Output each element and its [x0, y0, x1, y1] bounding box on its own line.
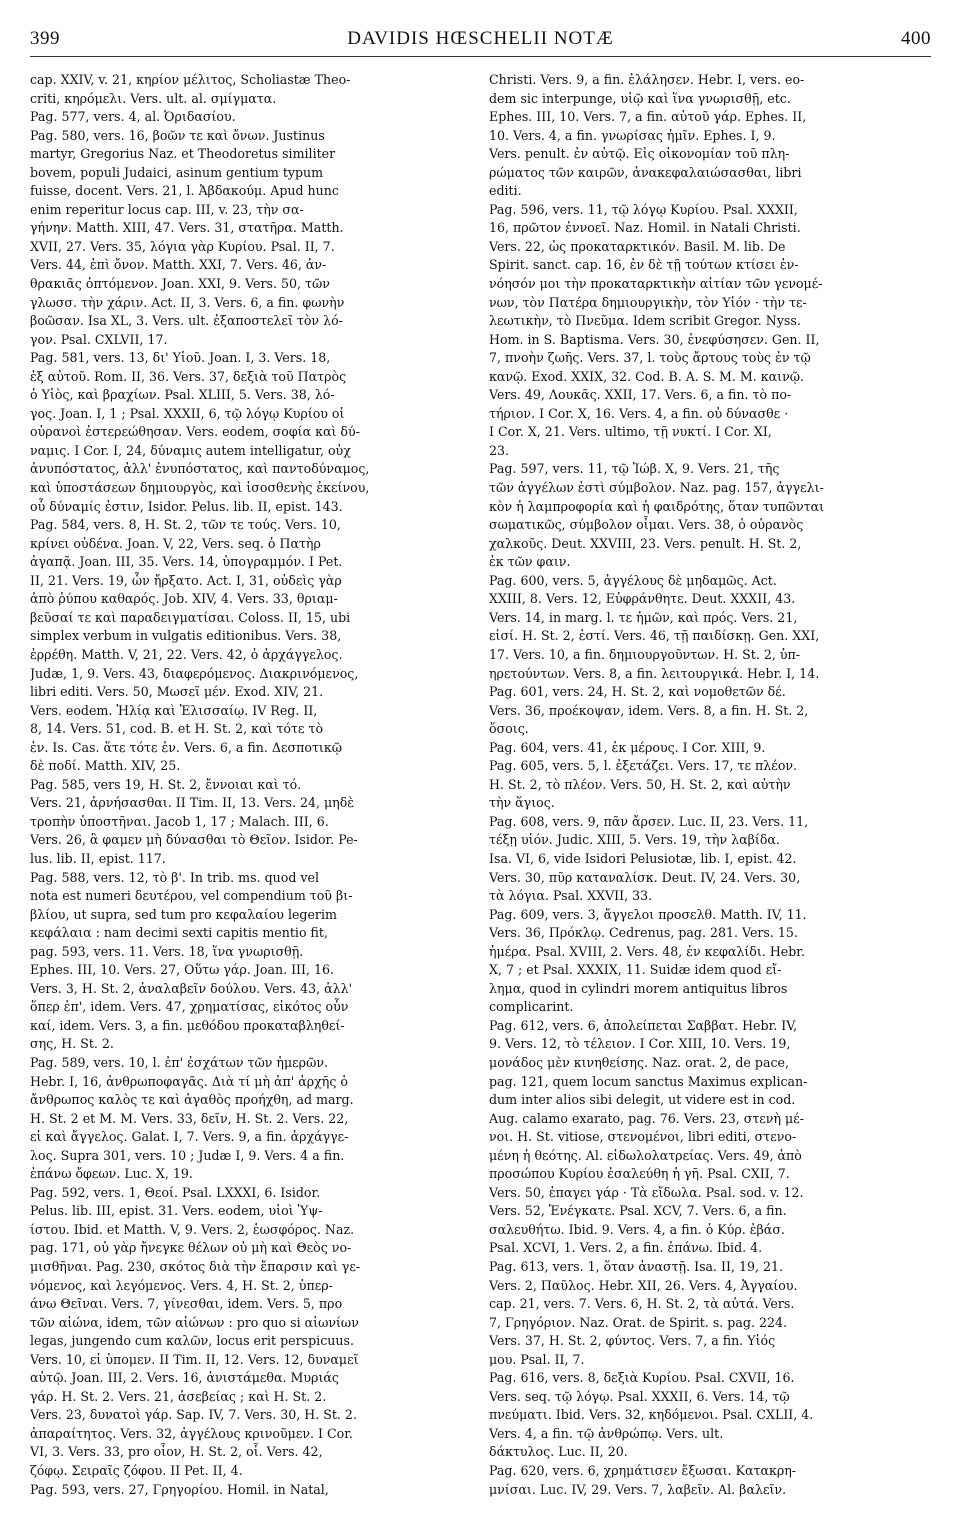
right-column-line: Pag. 596, vers. 11, τῷ λόγῳ Κυρίου. Psal. XXXII, [489, 201, 798, 217]
left-column-line: βεῦσαί τε καὶ παραδειγματίσαι. Coloss. II, 15, ubi [30, 609, 351, 625]
left-column-line: ἀνυπόστατος, ἀλλ' ἐνυπόστατος, καὶ παντοδύναμος, [30, 461, 370, 477]
right-column-line: προσώπου Κυρίου ἐσαλεύθη ἡ γῆ. Psal. CXII, 7. [489, 1166, 790, 1182]
running-header [30, 28, 931, 57]
left-column-line: simplex verbum in vulgatis editionibus. Vers. 38, [30, 628, 342, 644]
right-column-line: Vers. 22, ὡς προκαταρκτικόν. Basil. M. lib. De [489, 238, 786, 254]
right-column-line: H. St. 2, τὸ πλέον. Vers. 50, H. St. 2, καὶ αὐτὴν [489, 776, 791, 792]
left-column-line: nota est numeri δευτέρου, vel compendium τοῦ βι- [30, 888, 353, 904]
left-column-line: καί, idem. Vers. 3, a fin. μεθόδου προκαταβληθεί- [30, 1017, 345, 1033]
left-column-line: δὲ ποδί. Matth. XIV, 25. [30, 758, 181, 774]
left-column-line: Hebr. I, 16, ἀνθρωποφαγᾶς. Διὰ τί μὴ ἀπ' ἀρχῆς ὁ [30, 1073, 348, 1089]
right-column-line: Vers. penult. ἐν αὐτῷ. Εἰς οἰκονομίαν τοῦ πλη- [489, 146, 790, 162]
right-column-line: εἰσί. H. St. 2, ἐστί. Vers. 46, τῇ παιδίσκῃ. Gen. XXI, [489, 628, 820, 644]
right-column-line: 23. [489, 442, 510, 458]
right-column-line: 17. Vers. 10, a fin. δημιουργοῦντων. H. St. 2, ὑπ- [489, 646, 801, 662]
left-column-line: Ephes. III, 10. Vers. 27, Οὕτω γάρ. Joan. III, 16. [30, 962, 335, 978]
left-column-line: Pag. 584, vers. 8, H. St. 2, τῶν τε τούς. Vers. 10, [30, 517, 341, 533]
left-column [30, 71, 471, 1499]
left-column-line: γάρ. H. St. 2. Vers. 21, ἀσεβείας ; καὶ H. St. 2. [30, 1388, 327, 1404]
right-column-line: Vers. seq. τῷ λόγῳ. Psal. XXXII, 6. Vers. 14, τῷ [489, 1388, 790, 1404]
right-column-line: ρώματος τῶν καιρῶν, ἀνακεφαλαιώσασθαι, libri [489, 164, 802, 180]
page-number-right: 400 [900, 28, 931, 49]
right-column-line: λημα, quod in cylindri morem antiquitus libros [489, 980, 788, 996]
right-column-line: 7, πνοὴν ζωῆς. Vers. 37, l. τοὺς ἄρτους τοὺς ἐν τῷ [489, 350, 811, 366]
left-column-line: γος. Joan. I, 1 ; Psal. XXXII, 6, τῷ λόγῳ Κυρίου οἱ [30, 405, 345, 421]
left-column-line: Pag. 588, vers. 12, τὸ β'. In trib. ms. quod vel [30, 869, 320, 885]
left-column-line: Pelus. lib. III, epist. 31. Vers. eodem, υἱοὶ Ὑψ- [30, 1203, 323, 1219]
right-column-line: ηρετούντων. Vers. 8, a fin. λειτουργικά. Hebr. I, 14. [489, 665, 820, 681]
right-column-line: Christi. Vers. 9, a fin. ἐλάλησεν. Hebr. I, vers. eo- [489, 72, 805, 87]
left-column-line: ἄνθρωπος καλὸς τε καὶ ἀγαθὸς προήχθη, ad marg. [30, 1092, 354, 1108]
right-column-line: ἡμέρα. Psal. XVIII, 2. Vers. 48, ἐν κεφαλίδι. Hebr. [489, 943, 805, 959]
left-column-line: Vers. 26, ἃ φαμεν μὴ δύνασθαι τὸ Θεῖον. Isidor. Pe- [30, 832, 358, 848]
left-column-line: ίστου. Ibid. et Matth. V, 9. Vers. 2, ἑωσφόρος. Naz. [30, 1221, 355, 1237]
left-column-line: ναμις. I Cor. I, 24, δύναμις autem intelligatur, οὐχ [30, 442, 351, 458]
left-column-line: ἐρρέθη. Matth. V, 21, 22. Vers. 42, ὁ ἀρχάγγελος. [30, 646, 343, 662]
right-column-line: νων, τὸν Πατέρα δημιουργικὴν, τὸν Υἱόν · τὴν τε- [489, 294, 807, 310]
right-column-line: Hom. in S. Baptisma. Vers. 30, ἐνεφύσησεν. Gen. II, [489, 331, 820, 347]
right-column-line: Pag. 604, vers. 41, ἐκ μέρους. I Cor. XIII, 9. [489, 739, 766, 755]
right-column-line: Vers. 36, προέκοψαν, idem. Vers. 8, a fin. H. St. 2, [489, 702, 809, 718]
right-column-line: 9. Vers. 12, τὸ τέλειον. I Cor. XIII, 10. Vers. 19, [489, 1036, 791, 1052]
left-column-line: άνω Θεῖναι. Vers. 7, γίνεσθαι, idem. Vers. 5, προ [30, 1296, 343, 1312]
left-column-line: Vers. 23, δυνατοὶ γάρ. Sap. IV, 7. Vers. 30, H. St. 2. [30, 1407, 357, 1423]
running-title: DAVIDIS HŒSCHELII NOTÆ [347, 28, 614, 49]
right-column-line: Pag. 612, vers. 6, ἀπολείπεται Σαββατ. Hebr. IV, [489, 1017, 798, 1033]
right-column-line: δάκτυλος. Luc. II, 20. [489, 1444, 628, 1460]
right-column-line: XXIII, 8. Vers. 12, Εὐφράνθητε. Deut. XXXII, 43. [489, 591, 796, 607]
right-column-line: complicarint. [489, 999, 574, 1015]
left-column-line: μισθῆναι. Pag. 230, σκότος διὰ τὴν ἔπαρσιν καὶ γε- [30, 1259, 361, 1274]
right-column-line: τῶν ἀγγέλων ἐστὶ σύμβολον. Naz. pag. 157, ἀγγελι- [489, 480, 824, 496]
left-column-line: ἐξ αὐτοῦ. Rom. II, 36. Vers. 37, δεξιὰ τοῦ Πατρὸς [30, 368, 347, 384]
left-column-line: Pag. 592, vers. 1, Θεοί. Psal. LXXXI, 6. Isidor. [30, 1184, 321, 1200]
left-column-line: Vers. 10, εἰ ὑπομεν. II Tim. II, 12. Vers. 12, δυναμεῖ [30, 1351, 359, 1367]
left-column-line: οὗ δύναμίς ἐστιν, Isidor. Pelus. lib. II, epist. 143. [30, 498, 343, 514]
right-column-line: μένη ἡ θεότης. Al. εἰδωλολατρείας. Vers. 49, ἀπὸ [489, 1147, 802, 1163]
left-column-line: cap. XXIV, v. 21, κηρίον μέλιτος, Scholiastæ Theo- [30, 72, 351, 87]
left-column-line: Pag. 589, vers. 10, l. ἐπ' ἐσχάτων τῶν ἡμερῶν. [30, 1054, 329, 1070]
right-column-line: χαλκοῦς. Deut. XXVIII, 23. Vers. penult. H. St. 2, [489, 535, 802, 551]
left-column-line: ἀγαπᾷ. Joan. III, 35. Vers. 14, ὑπογραμμόν. I Pet. [30, 554, 343, 570]
right-column [489, 71, 930, 1499]
left-column-line: εἰ καὶ ἄγγελος. Galat. I, 7. Vers. 9, a fin. ἀρχάγγε- [30, 1129, 349, 1145]
left-column-line: τῶν αἰώνα, idem, τῶν αἰώνων : pro quo si αἰωνίων [30, 1314, 359, 1330]
right-column-line: Vers. 14, in marg. l. τε ἡμῶν, καὶ πρός. Vers. 21, [489, 609, 798, 625]
left-column-line: ἐν. Is. Cas. ἅτε τότε ἐν. Vers. 6, a fin. Δεσποτικῷ [30, 739, 342, 755]
right-column-line: Vers. 50, ἐπαγει γάρ · Τὰ εἴδωλα. Psal. sod. v. 12. [489, 1184, 804, 1200]
right-column-line: μου. Psal. II, 7. [489, 1351, 585, 1367]
right-column-line: Pag. 600, vers. 5, ἀγγέλους δὲ μηδαμῶς. Act. [489, 572, 777, 588]
right-column-line: Vers. 4, a fin. τῷ ἀνθρώπῳ. Vers. ult. [489, 1425, 724, 1441]
left-column-line: II, 21. Vers. 19, ὧν ἤρξατο. Act. I, 31, οὐδεὶς γὰρ [30, 572, 342, 588]
right-column-line: Isa. VI, 6, vide Isidori Pelusiotæ, lib. I, epist. 42. [489, 850, 797, 866]
right-column-line: νοι. H. St. vitiose, στενομένοι, libri editi, στενο- [489, 1129, 797, 1145]
right-column-line: Vers. 36, Πρόκλῳ. Cedrenus, pag. 281. Vers. 15. [489, 925, 798, 941]
right-column-line: 16, πρῶτον ἐννοεῖ. Naz. Homil. in Natali Christi. [489, 220, 801, 236]
left-column-line: καὶ ὑποστάσεων δημιουργὸς, καὶ ἰσοσθενὴς ἐκείνου, [30, 480, 370, 496]
left-column-line: bovem, populi Judaici, asinum gentium typum [30, 164, 324, 180]
left-column-line: Pag. 593, vers. 27, Γρηγορίου. Homil. in Natal, [30, 1481, 329, 1497]
right-column-line: λεωτικὴν, τὸ Πνεῦμα. Idem scribit Gregor. Nyss. [489, 313, 801, 329]
page-number-left: 399 [30, 28, 60, 49]
left-column-line: Vers. 21, ἀρνήσασθαι. II Tim. II, 13. Vers. 24, μηδὲ [30, 795, 355, 811]
left-column-line: pag. 171, οὐ γὰρ ἤνεγκε θέλων οὐ μὴ καὶ Θεὸς νο- [30, 1240, 352, 1256]
right-column-line: Vers. 49, Λουκᾶς. XXII, 17. Vers. 6, a fin. τὸ πο- [489, 387, 792, 403]
left-column-line: VI, 3. Vers. 33, pro οἷον, H. St. 2, οἷ. Vers. 42, [30, 1444, 323, 1460]
right-column-line: κανῷ. Exod. XXIX, 32. Cod. B. A. S. M. M. καινῷ. [489, 368, 805, 384]
right-column-line: Vers. 52, Ἐνέγκατε. Psal. XCV, 7. Vers. 6, a fin. [489, 1203, 787, 1219]
right-column-line: Psal. XCVI, 1. Vers. 2, a fin. ἐπάνω. Ibid. 4. [489, 1240, 763, 1256]
left-column-line: Pag. 581, vers. 13, δι' Υἱοῦ. Joan. I, 3. Vers. 18, [30, 350, 331, 366]
right-column-line: κὸν ἡ λαμπροφορία καὶ ἡ φαιδρότης, ὅταν τυπῶνται [489, 498, 825, 514]
left-column-line: lus. lib. II, epist. 117. [30, 850, 166, 866]
left-column-line: ὁ Υἱὸς, καὶ βραχίων. Psal. XLIII, 5. Vers. 38, λό- [30, 387, 335, 403]
left-column-line: criti, κηρόμελι. Vers. ult. al. σμίγματα. [30, 90, 277, 106]
right-column-line: 10. Vers. 4, a fin. γνωρίσας ἡμῖν. Ephes. I, 9. [489, 127, 776, 143]
right-column-line: Ephes. III, 10. Vers. 7, a fin. αὐτοῦ γάρ. Ephes. II, [489, 109, 807, 125]
right-column-line: pag. 121, quem locum sanctus Maximus explican- [489, 1073, 808, 1089]
left-column-line: ζόφῳ. Σειραῖς ζόφου. II Pet. II, 4. [30, 1463, 243, 1479]
left-column-line: γον. Psal. CXLVII, 17. [30, 331, 168, 347]
right-column-line: τὴν ἅγιος. [489, 795, 555, 811]
left-column-line: ἀπὸ ῥύπου καθαρός. Job. XIV, 4. Vers. 33, θριαμ- [30, 591, 338, 607]
left-column-line: ἀπαραίτητος. Vers. 32, ἀγγέλους κρινοῦμεν. I Cor. [30, 1425, 353, 1441]
left-column-line: H. St. 2 et M. M. Vers. 33, δεῖν, H. St. 2. Vers. 22, [30, 1110, 349, 1126]
right-column-line: dem sic interpunge, υἱῷ καὶ ἵνα γνωρισθῇ, etc. [489, 90, 791, 106]
right-column-line: X, 7 ; et Psal. XXXIX, 11. Suidæ idem quod εἴ- [489, 962, 782, 978]
left-column-line: Vers. 3, H. St. 2, ἀναλαβεῖν δούλου. Vers. 43, ἀλλ' [30, 980, 353, 996]
left-column-line: αὐτῷ. Joan. III, 2. Vers. 16, ἀνιστάμεθα. Μυριάς [30, 1370, 339, 1386]
left-column-line: fuisse, docent. Vers. 21, l. Ἀβδακούμ. Apud hunc [30, 183, 339, 199]
right-column-line: Pag. 613, vers. 1, ὅταν ἀναστῇ. Isa. II, 19, 21. [489, 1259, 784, 1274]
right-column-line: Vers. 2, Παῦλος. Hebr. XII, 26. Vers. 4, Ἀγγαίου. [489, 1277, 798, 1293]
right-column-line: τήριον. I Cor. X, 16. Vers. 4, a fin. οὐ δύνασθε · [489, 405, 789, 421]
left-column-line: θρακιᾶς ὀπτόμενον. Joan. XXI, 9. Vers. 50, τῶν [30, 276, 330, 292]
right-column-line: Pag. 608, vers. 9, πᾶν ἄρσεν. Luc. II, 23. Vers. 11, [489, 813, 809, 829]
right-column-line: τὰ λόγια. Psal. XXVII, 33. [489, 888, 653, 904]
left-column-line: martyr, Gregorius Naz. et Theodoretus similiter [30, 146, 336, 162]
right-column-line: Vers. 37, H. St. 2, φύντος. Vers. 7, a fin. Υἱός [489, 1333, 776, 1349]
right-column-line: Pag. 616, vers. 8, δεξιὰ Κυρίου. Psal. CXVII, 16. [489, 1370, 795, 1386]
right-column-line: Pag. 597, vers. 11, τῷ Ἰώβ. X, 9. Vers. 21, τῆς [489, 461, 780, 477]
right-column-line: I Cor. X, 21. Vers. ultimo, τῇ νυκτί. I Cor. XI, [489, 424, 772, 440]
left-column-line: βλίου, ut supra, sed tum pro κεφαλαίου legerim [30, 906, 337, 922]
left-column-line: νόμενος, καὶ λεγόμενος. Vers. 4, H. St. 2, ὑπερ- [30, 1277, 333, 1293]
right-column-line: Pag. 609, vers. 3, ἄγγελοι προσελθ. Matth. IV, 11. [489, 906, 807, 922]
right-column-line: μνίσαι. Luc. IV, 29. Vers. 7, λαβεῖν. Al. βαλεῖν. [489, 1481, 787, 1497]
left-column-line: Vers. 44, ἐπὶ ὄνον. Matth. XXI, 7. Vers. 46, ἀν- [30, 257, 327, 273]
right-column-line: dum inter alios sibi delegit, ut videre est in cod. [489, 1092, 796, 1108]
left-column-line: γήνην. Matth. XIII, 47. Vers. 31, στατῆρα. Matth. [30, 220, 344, 236]
right-column-line: Pag. 601, vers. 24, H. St. 2, καὶ νομοθετῶν δέ. [489, 684, 786, 700]
left-column-line: Vers. eodem. Ἠλίᾳ καὶ Ἐλισσαίῳ. IV Reg. II, [30, 702, 318, 718]
left-column-line: τροπὴν ὑποστῆναι. Jacob 1, 17 ; Malach. III, 6. [30, 813, 329, 829]
left-column-line: βοῶσαν. Isa XL, 3. Vers. ult. ἐξαποστελεῖ τὸν λό- [30, 313, 343, 329]
right-column-line: ἐκ τῶν φαιν. [489, 554, 571, 570]
left-column-line: Judæ, 1, 9. Vers. 43, διαφερόμενος. Διακρινόμενος, [30, 665, 359, 681]
right-column-line: τέξῃ υἱόν. Judic. XIII, 5. Vers. 19, τὴν λαβίδα. [489, 832, 780, 848]
left-column-line: ὅπερ ἐπ', idem. Vers. 47, χρηματίσας, εἰκότος οὖν [30, 999, 349, 1015]
right-column-line: Aug. calamo exarato, pag. 76. Vers. 23, στενὴ μέ- [489, 1110, 804, 1126]
left-column-line: pag. 593, vers. 11. Vers. 18, ἵνα γνωρισθῇ. [30, 943, 304, 959]
right-column-line: ὅσοις. [489, 721, 529, 737]
right-column-line: editi. [489, 183, 522, 199]
right-column-line: μονάδος μὲν κινηθείσης. Naz. orat. 2, de pace, [489, 1054, 789, 1070]
right-column-line: Spirit. sanct. cap. 16, ἐν δὲ τῇ τούτων κτίσει ἐν- [489, 257, 799, 273]
text-columns [30, 71, 931, 1499]
left-column-line: γλωσσ. τὴν χάριν. Act. II, 3. Vers. 6, a fin. φωνὴν [30, 294, 345, 310]
right-column-line: σαλευθήτω. Ibid. 9. Vers. 4, a fin. ὁ Κύρ. ἐβάσ. [489, 1221, 785, 1237]
left-column-line: λος. Supra 301, vers. 10 ; Judæ I, 9. Vers. 4 a fin. [30, 1147, 345, 1163]
right-column-line: Vers. 30, πῦρ καταναλίσκ. Deut. IV, 24. Vers. 30, [489, 869, 801, 885]
left-column-line: Pag. 585, vers 19, H. St. 2, ἔννοιαι καὶ τό. [30, 776, 302, 792]
left-column-line: 8, 14. Vers. 51, cod. B. et H. St. 2, καὶ τότε τὸ [30, 721, 324, 737]
right-column-line: 7, Γρηγόριον. Naz. Orat. de Spirit. s. pag. 224. [489, 1314, 787, 1330]
left-column-line: κεφάλαια : nam decimi sexti capitis mentio fit, [30, 925, 328, 941]
right-column-line: πνεύματι. Ibid. Vers. 32, κηδόμενοι. Psal. CXLII, 4. [489, 1407, 814, 1423]
right-column-line: Pag. 605, vers. 5, l. ἐξετάζει. Vers. 17, τε πλέον. [489, 758, 798, 774]
left-column-line: legas, jungendo cum καλῶν, locus erit perspicuus. [30, 1333, 354, 1349]
right-column-line: cap. 21, vers. 7. Vers. 6, H. St. 2, τὰ αὐτά. Vers. [489, 1296, 795, 1312]
left-column-line: enim reperitur locus cap. III, v. 23, τὴν σα- [30, 201, 304, 217]
left-column-line: σης, H. St. 2. [30, 1036, 114, 1052]
right-column-line: Pag. 620, vers. 6, χρημάτισεν ἔξωσαι. Κατακρη- [489, 1463, 797, 1479]
left-column-line: XVII, 27. Vers. 35, λόγια γὰρ Κυρίου. Psal. II, 7. [30, 238, 335, 254]
left-column-line: ἐπάνω ὄφεων. Luc. X, 19. [30, 1166, 193, 1182]
left-column-line: Pag. 577, vers. 4, al. Ὀριδασίου. [30, 109, 236, 125]
left-column-line: libri editi. Vers. 50, Μωσεῖ μέν. Exod. XIV, 21. [30, 684, 324, 700]
left-column-line: οὐρανοὶ ἐστερεώθησαν. Vers. eodem, σοφία καὶ δύ- [30, 424, 360, 440]
left-column-line: Pag. 580, vers. 16, βοῶν τε καὶ ὄνων. Justinus [30, 127, 325, 143]
right-column-line: νόησόν μοι τὴν προκαταρκτικὴν αἰτίαν τῶν γενομέ- [489, 276, 823, 292]
left-column-line: κρίνει οὐδένα. Joan. V, 22, Vers. seq. ὁ Πατὴρ [30, 535, 321, 551]
right-column-line: σωματικῶς, σύμβολον οἶμαι. Vers. 38, ὁ οὐρανὸς [489, 517, 804, 533]
